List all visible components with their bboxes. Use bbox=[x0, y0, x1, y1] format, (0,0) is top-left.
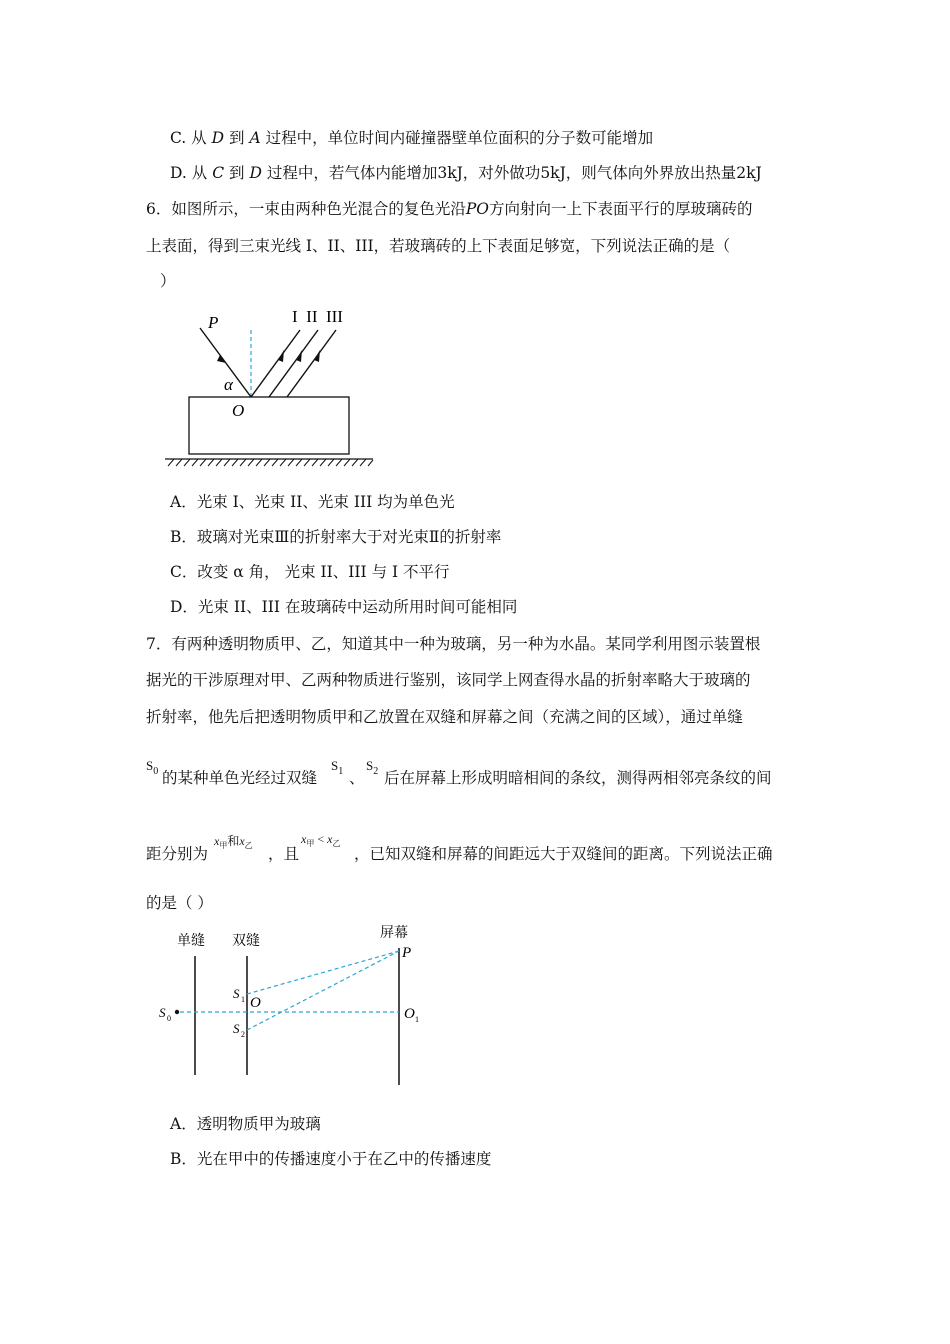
q6-stem-line3: ） bbox=[160, 272, 176, 290]
svg-text:S: S bbox=[233, 986, 240, 1001]
q6-option-a: A．光束 I、光束 II、光束 III 均为单色光 bbox=[170, 493, 455, 511]
svg-text:O: O bbox=[404, 1006, 415, 1022]
svg-text:双缝: 双缝 bbox=[232, 934, 260, 949]
q5-option-c: C. 从 D 到 A 过程中，单位时间内碰撞器壁单位面积的分子数可能增加 bbox=[170, 129, 654, 147]
svg-text:1: 1 bbox=[415, 1015, 419, 1024]
math-x-jia-he-x-yi: $x_甲$和$x_乙$ bbox=[214, 834, 253, 850]
math-x-jia-lt-x-yi: $x_甲 < x_乙$ bbox=[301, 832, 341, 848]
q7-stem-line3: 折射率，他先后把透明物质甲和乙放置在双缝和屏幕之间（充满之间的区域），通过单缝 bbox=[146, 708, 743, 726]
math-s1: $S_1$ bbox=[331, 758, 344, 777]
q7-stem-line4a: 的某种单色光经过双缝 bbox=[162, 769, 318, 787]
q7-stem-line1: 7．有两种透明物质甲、乙，知道其中一种为玻璃，另一种为水晶。某同学利用图示装置根 bbox=[146, 635, 761, 653]
q5-option-d: D. 从 C 到 D 过程中，若气体内能增加3kJ，对外做功5kJ，则气体向外界放出热量2kJ bbox=[170, 164, 762, 182]
q6-option-b: B．玻璃对光束Ⅲ的折射率大于对光束Ⅱ的折射率 bbox=[170, 528, 502, 546]
q7-stem-line5a: 距分别为 bbox=[146, 845, 209, 863]
svg-text:0: 0 bbox=[167, 1014, 171, 1023]
label-p: P bbox=[208, 313, 219, 332]
q7-option-a: A．透明物质甲为玻璃 bbox=[170, 1115, 321, 1133]
q7-double-slit-figure bbox=[150, 920, 440, 1090]
svg-text:单缝: 单缝 bbox=[177, 934, 205, 949]
q6-option-d: D．光束 II、III 在玻璃砖中运动所用时间可能相同 bbox=[170, 598, 518, 616]
svg-text:1: 1 bbox=[241, 995, 245, 1004]
q7-stem-line5b: ，且 bbox=[268, 845, 300, 863]
svg-text:2: 2 bbox=[241, 1030, 245, 1039]
math-s2: $S_2$ bbox=[366, 758, 379, 777]
svg-text:P: P bbox=[402, 945, 412, 961]
q6-glass-figure bbox=[160, 300, 380, 470]
q7-stem-line4b: 、 bbox=[349, 769, 365, 787]
svg-text:S: S bbox=[233, 1021, 240, 1036]
q6-stem-line1: 6．如图所示，一束由两种色光混合的复色光沿PO方向射向一上下表面平行的厚玻璃砖的 bbox=[146, 200, 753, 218]
svg-text:屏幕: 屏幕 bbox=[380, 926, 408, 941]
q7-stem-line2: 据光的干涉原理对甲、乙两种物质进行鉴别，该同学上网查得水晶的折射率略大于玻璃的 bbox=[146, 671, 751, 689]
svg-text:S: S bbox=[159, 1005, 166, 1020]
label-o: O bbox=[232, 401, 245, 420]
q7-option-b: B．光在甲中的传播速度小于在乙中的传播速度 bbox=[170, 1150, 492, 1168]
q7-stem-line6: 的是（ ） bbox=[146, 894, 213, 912]
svg-text:O: O bbox=[250, 995, 261, 1011]
q7-stem-line4c: 后在屏幕上形成明暗相间的条纹，测得两相邻亮条纹的间 bbox=[384, 769, 772, 787]
q7-stem-line5c: ，已知双缝和屏幕的间距远大于双缝间的距离。下列说法正确 bbox=[354, 845, 773, 863]
math-s0: $S_0$ bbox=[146, 758, 159, 777]
label-beams: I II III bbox=[292, 307, 343, 326]
label-alpha: α bbox=[224, 375, 233, 394]
q6-stem-line2: 上表面，得到三束光线 I、II、III，若玻璃砖的上下表面足够宽，下列说法正确的是（ bbox=[146, 237, 731, 255]
q6-option-c: C．改变 α 角， 光束 II、III 与 I 不平行 bbox=[170, 563, 450, 581]
